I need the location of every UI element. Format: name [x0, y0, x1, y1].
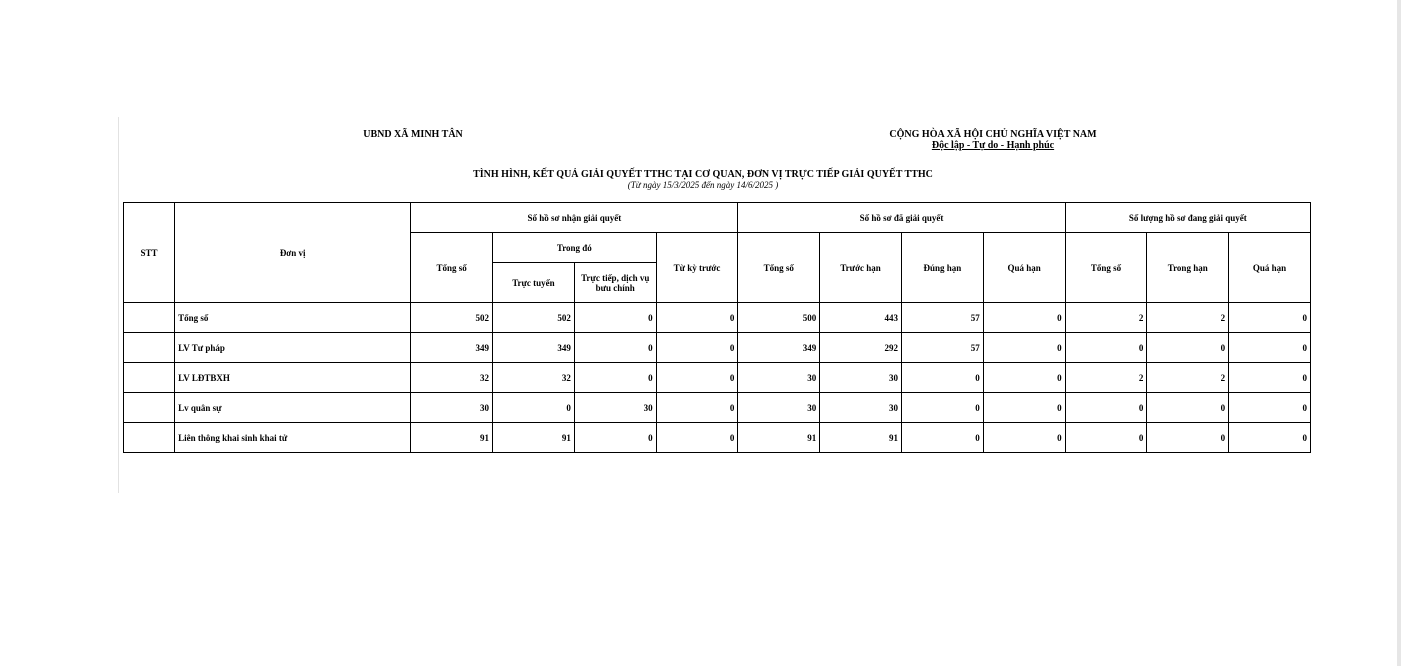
cell-pending-total: 2	[1065, 363, 1147, 393]
cell-within-deadline: 0	[1147, 333, 1229, 363]
document-left-edge	[118, 117, 119, 493]
cell-received-total: 502	[411, 303, 493, 333]
cell-direct-postal: 0	[574, 303, 656, 333]
cell-on-time: 0	[901, 393, 983, 423]
cell-direct-postal: 0	[574, 333, 656, 363]
cell-on-time: 57	[901, 303, 983, 333]
cell-pending-total: 0	[1065, 393, 1147, 423]
report-document	[123, 117, 1307, 493]
cell-stt	[124, 423, 175, 453]
cell-online: 349	[493, 333, 575, 363]
report-table	[123, 202, 1311, 453]
cell-resolved-total: 349	[738, 333, 820, 363]
table-row	[124, 303, 1311, 333]
header-received-total: Tổng số	[411, 233, 493, 303]
cell-prev-period: 0	[656, 423, 738, 453]
cell-unit: LV Tư pháp	[175, 333, 411, 363]
nation-name: CỘNG HÒA XÃ HỘI CHỦ NGHĨA VIỆT NAM	[889, 129, 1097, 140]
cell-pending-total: 2	[1065, 303, 1147, 333]
header-group-resolved: Số hồ sơ đã giải quyết	[738, 203, 1065, 233]
cell-prev-period: 0	[656, 303, 738, 333]
table-row	[124, 393, 1311, 423]
cell-pending-overdue: 0	[1229, 333, 1311, 363]
header-stt: STT	[124, 203, 175, 303]
table-row	[124, 363, 1311, 393]
cell-before-deadline: 91	[820, 423, 902, 453]
cell-online: 91	[493, 423, 575, 453]
header-direct-postal: Trực tiếp, dịch vụ bưu chính	[574, 263, 656, 303]
cell-received-total: 349	[411, 333, 493, 363]
cell-resolved-overdue: 0	[983, 393, 1065, 423]
cell-stt	[124, 333, 175, 363]
cell-stt	[124, 363, 175, 393]
header-on-time: Đúng hạn	[901, 233, 983, 303]
cell-direct-postal: 0	[574, 423, 656, 453]
organization-name: UBND XÃ MINH TÂN	[363, 129, 463, 140]
cell-unit: Lv quân sự	[175, 393, 411, 423]
cell-before-deadline: 30	[820, 393, 902, 423]
cell-within-deadline: 2	[1147, 363, 1229, 393]
cell-before-deadline: 443	[820, 303, 902, 333]
header-unit: Đơn vị	[175, 203, 411, 303]
report-date-range: (Từ ngày 15/3/2025 đến ngày 14/6/2025 )	[627, 180, 779, 190]
header-prev-period: Từ kỳ trước	[656, 233, 738, 303]
cell-stt	[124, 393, 175, 423]
header-group-pending: Số lượng hồ sơ đang giải quyết	[1065, 203, 1310, 233]
header-within-deadline: Trong hạn	[1147, 233, 1229, 303]
cell-pending-total: 0	[1065, 333, 1147, 363]
header-before-deadline: Trước hạn	[820, 233, 902, 303]
vertical-scrollbar[interactable]	[1397, 0, 1401, 666]
table-row	[124, 333, 1311, 363]
cell-pending-overdue: 0	[1229, 363, 1311, 393]
national-motto: Độc lập - Tự do - Hạnh phúc	[931, 140, 1055, 151]
cell-direct-postal: 30	[574, 393, 656, 423]
cell-received-total: 91	[411, 423, 493, 453]
header-resolved-total: Tổng số	[738, 233, 820, 303]
cell-on-time: 0	[901, 423, 983, 453]
header-group-received: Số hồ sơ nhận giải quyết	[411, 203, 738, 233]
header-resolved-overdue: Quá hạn	[983, 233, 1065, 303]
cell-on-time: 0	[901, 363, 983, 393]
cell-pending-overdue: 0	[1229, 423, 1311, 453]
cell-prev-period: 0	[656, 363, 738, 393]
cell-within-deadline: 2	[1147, 303, 1229, 333]
report-title: TÌNH HÌNH, KẾT QUẢ GIẢI QUYẾT TTHC TẠI CƠ QUAN, ĐƠN VỊ TRỰC TIẾP GIẢI QUYẾT TTHC	[473, 169, 933, 180]
cell-online: 32	[493, 363, 575, 393]
cell-unit: Tổng số	[175, 303, 411, 333]
cell-resolved-total: 500	[738, 303, 820, 333]
cell-prev-period: 0	[656, 333, 738, 363]
cell-unit: Liên thông khai sinh khai tử	[175, 423, 411, 453]
cell-resolved-overdue: 0	[983, 303, 1065, 333]
cell-unit: LV LĐTBXH	[175, 363, 411, 393]
cell-prev-period: 0	[656, 393, 738, 423]
cell-resolved-overdue: 0	[983, 363, 1065, 393]
cell-online: 0	[493, 393, 575, 423]
cell-resolved-overdue: 0	[983, 333, 1065, 363]
cell-pending-overdue: 0	[1229, 303, 1311, 333]
cell-resolved-total: 30	[738, 393, 820, 423]
cell-pending-overdue: 0	[1229, 393, 1311, 423]
cell-before-deadline: 292	[820, 333, 902, 363]
cell-within-deadline: 0	[1147, 423, 1229, 453]
cell-pending-total: 0	[1065, 423, 1147, 453]
cell-received-total: 30	[411, 393, 493, 423]
header-pending-overdue: Quá hạn	[1229, 233, 1311, 303]
cell-stt	[124, 303, 175, 333]
cell-resolved-total: 30	[738, 363, 820, 393]
header-pending-total: Tổng số	[1065, 233, 1147, 303]
cell-online: 502	[493, 303, 575, 333]
cell-direct-postal: 0	[574, 363, 656, 393]
cell-within-deadline: 0	[1147, 393, 1229, 423]
cell-resolved-overdue: 0	[983, 423, 1065, 453]
table-row	[124, 423, 1311, 453]
header-of-which: Trong đó	[493, 233, 657, 263]
cell-before-deadline: 30	[820, 363, 902, 393]
cell-received-total: 32	[411, 363, 493, 393]
header-online: Trực tuyến	[493, 263, 575, 303]
cell-resolved-total: 91	[738, 423, 820, 453]
cell-on-time: 57	[901, 333, 983, 363]
